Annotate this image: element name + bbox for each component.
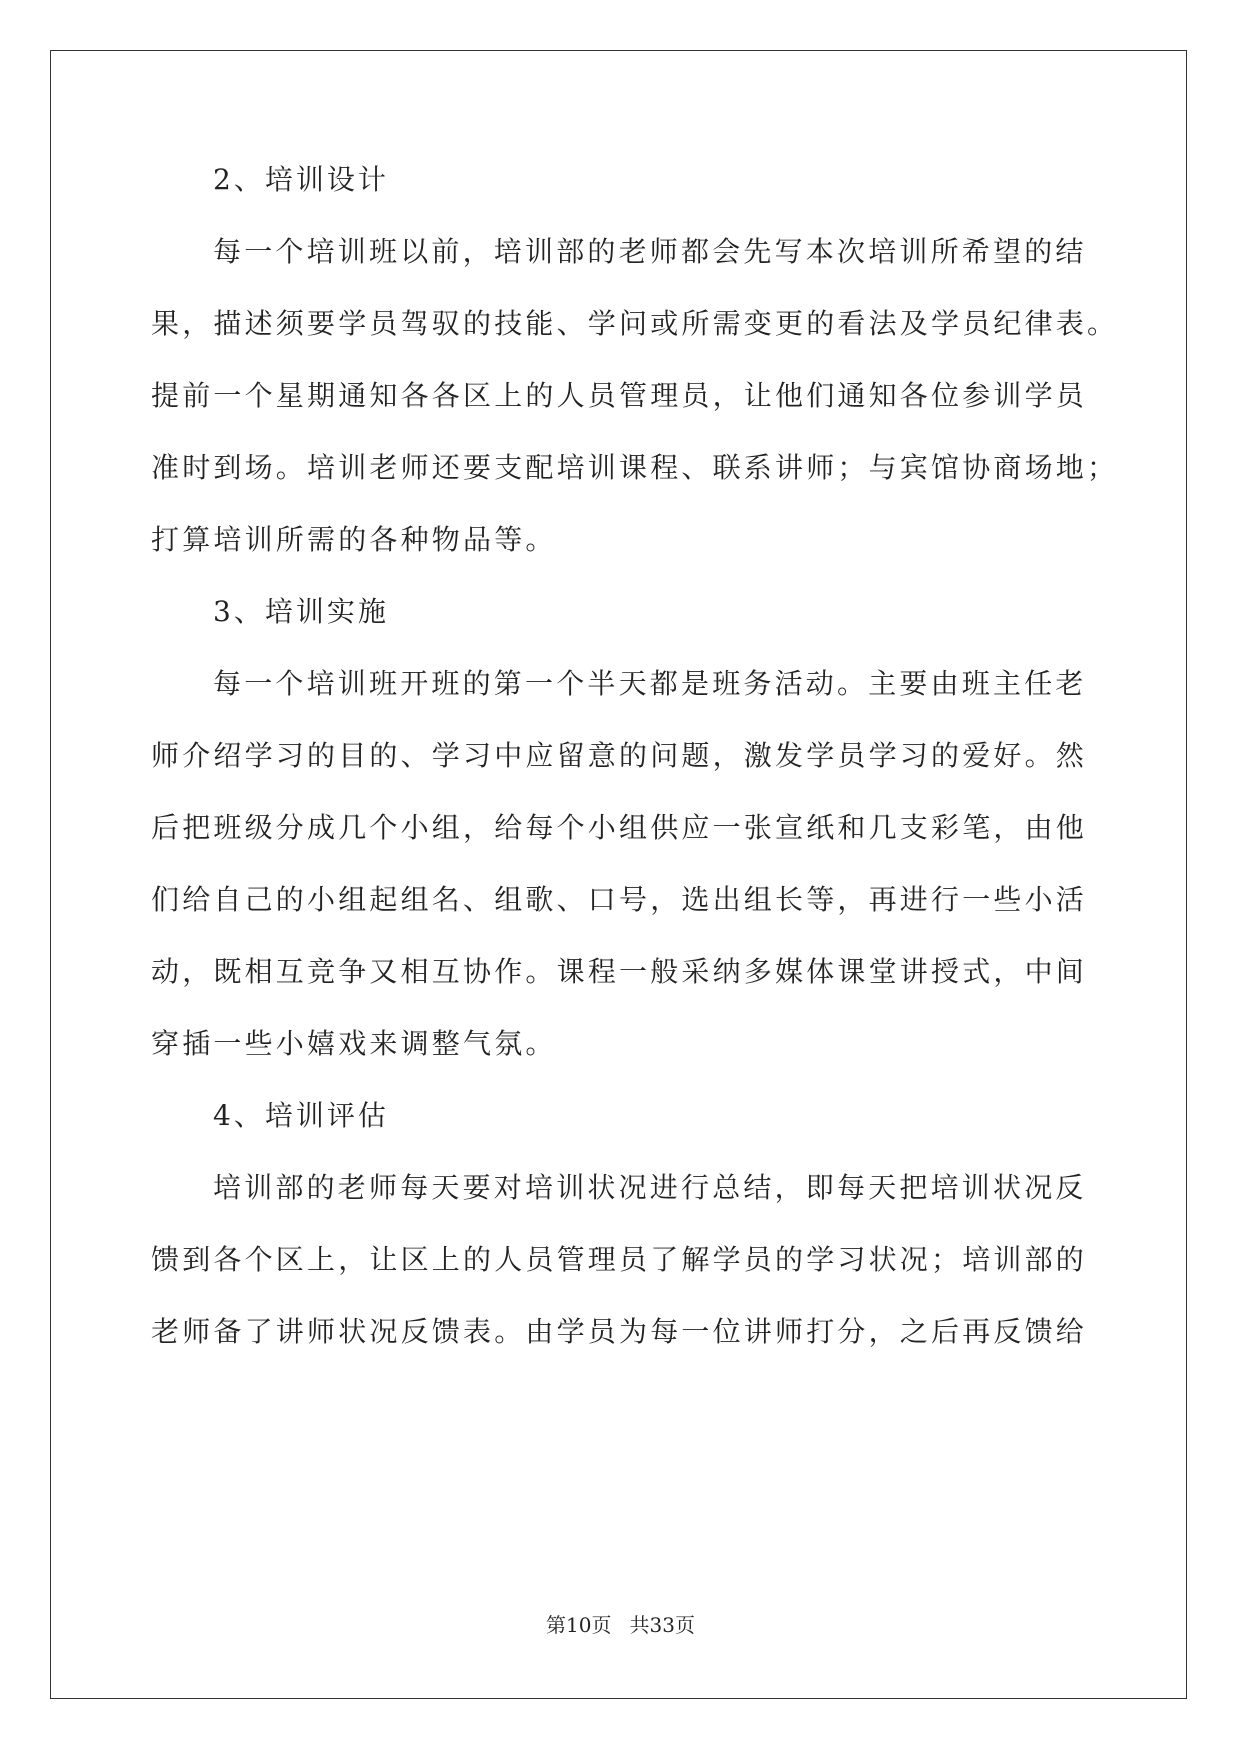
paragraph-line: 师介绍学习的目的、学习中应留意的问题，激发学员学习的爱好。然	[151, 739, 1088, 772]
paragraph-line: 穿插一些小嬉戏来调整气氛。	[151, 1027, 557, 1060]
page-footer	[0, 1612, 1241, 1638]
paragraph-line: 后把班级分成几个小组，给每个小组供应一张宣纸和几支彩笔，由他	[151, 811, 1088, 844]
paragraph-line: 培训部的老师每天要对培训状况进行总结，即每天把培训状况反	[213, 1171, 1087, 1204]
paragraph-line: 提前一个星期通知各各区上的人员管理员，让他们通知各位参训学员	[151, 379, 1088, 412]
paragraph-line: 每一个培训班以前，培训部的老师都会先写本次培训所希望的结	[213, 235, 1087, 268]
paragraph-line: 老师备了讲师状况反馈表。由学员为每一位讲师打分，之后再反馈给	[151, 1315, 1088, 1348]
paragraph-line: 果，描述须要学员驾驭的技能、学问或所需变更的看法及学员纪律表。	[151, 307, 1119, 340]
paragraph-line: 动，既相互竞争又相互协作。课程一般采纳多媒体课堂讲授式，中间	[151, 955, 1088, 988]
page-number: 第10页	[546, 1613, 612, 1637]
paragraph-line: 们给自己的小组起组名、组歌、口号，选出组长等，再进行一些小活	[151, 883, 1088, 916]
section-heading-training-implementation: 3、培训实施	[213, 595, 389, 628]
paragraph-line: 打算培训所需的各种物品等。	[151, 523, 557, 556]
section-heading-training-design: 2、培训设计	[213, 163, 389, 196]
paragraph-line: 每一个培训班开班的第一个半天都是班务活动。主要由班主任老	[213, 667, 1087, 700]
section-heading-training-evaluation: 4、培训评估	[213, 1099, 389, 1132]
paragraph-line: 馈到各个区上，让区上的人员管理员了解学员的学习状况；培训部的	[151, 1243, 1088, 1276]
page-border	[50, 50, 1187, 1699]
paragraph-line: 准时到场。培训老师还要支配培训课程、联系讲师；与宾馆协商场地；	[151, 451, 1119, 484]
page-total: 共33页	[629, 1613, 695, 1637]
